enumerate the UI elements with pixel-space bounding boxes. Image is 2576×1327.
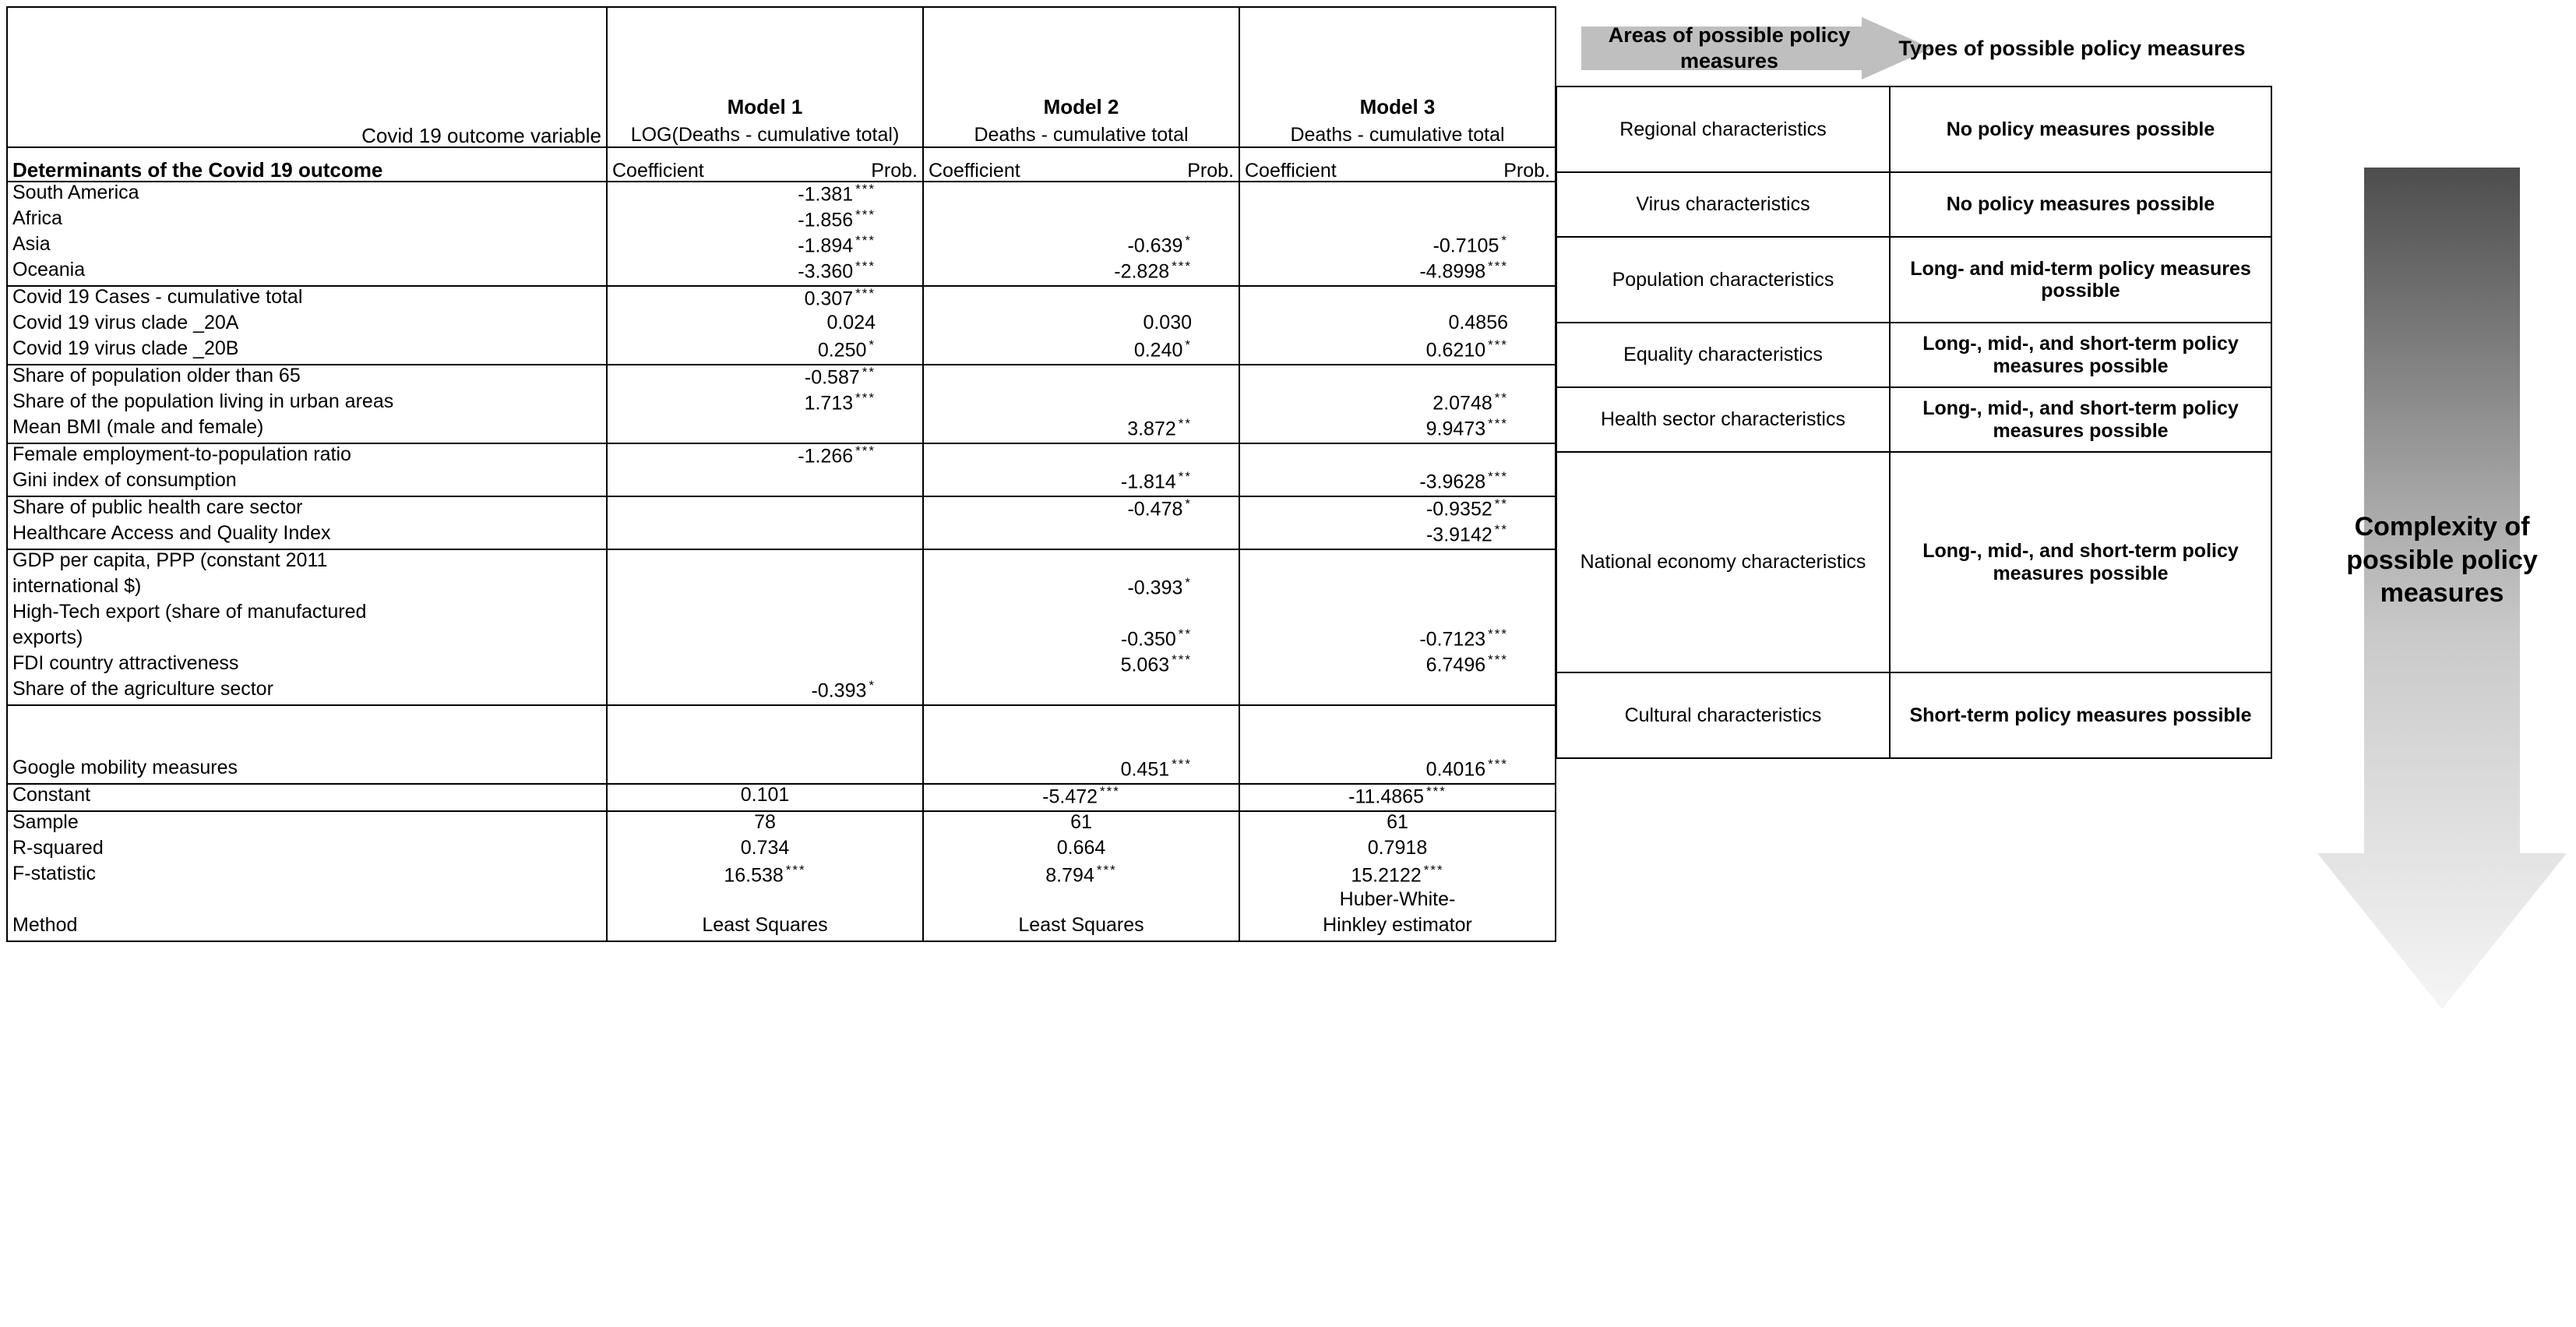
policy-row: [1556, 452, 2271, 672]
model-2-desc: Deaths - cumulative total: [974, 124, 1189, 146]
model-1-name: Model 1: [727, 95, 803, 119]
statistic-label: F-statistic: [12, 863, 96, 884]
policy-mapping-table: [1556, 86, 2272, 759]
model-1-values-cell: [607, 705, 923, 784]
table-subheader-row: [7, 147, 1556, 182]
constant-model-2-value: -5.472 ***: [923, 784, 1239, 811]
determinant-name: Covid 19 Cases - cumulative total: [12, 287, 303, 308]
model-3-name: Model 3: [1359, 95, 1436, 119]
model-1-values-cell: -0.393 *: [607, 549, 923, 705]
policy-type-cell: No policy measures possible: [1890, 172, 2271, 237]
determinant-names-cell: [7, 443, 607, 496]
determinant-name: exports): [12, 627, 83, 648]
complexity-arrow: [2317, 168, 2567, 1009]
model-1-header: [607, 7, 923, 147]
determinant-name: Asia: [12, 234, 51, 255]
model-2-values-cell: 0.030 0.240 *: [923, 286, 1239, 365]
determinant-name: Mean BMI (male and female): [12, 417, 264, 438]
table-row: [7, 365, 1556, 443]
model-2-values-cell: 0.451 ***: [923, 705, 1239, 784]
policy-row: [1556, 172, 2271, 237]
outcome-variable-label: Covid 19 outcome variable: [7, 7, 607, 147]
model-2-values-cell: -1.814 **: [923, 443, 1239, 496]
policy-area-cell: Equality characteristics: [1556, 323, 1890, 387]
areas-arrow-label: Areas of possible policy measures: [1608, 23, 1851, 72]
table-row: [7, 182, 1556, 286]
model-2-subheader: [923, 147, 1239, 182]
model-3-values-cell: 0.4856 0.6210 ***: [1239, 286, 1556, 365]
constant-label: Constant: [7, 784, 607, 811]
policy-area-cell: National economy characteristics: [1556, 452, 1890, 672]
determinant-name: Covid 19 virus clade _20B: [12, 338, 239, 359]
determinant-name: Covid 19 virus clade _20A: [12, 312, 239, 334]
model-2-name: Model 2: [1043, 95, 1119, 119]
constant-model-1-value: 0.101: [607, 784, 923, 811]
regression-table: [6, 6, 1556, 942]
model-3-coefficient-label: Coefficient: [1245, 160, 1337, 182]
table-row: [7, 443, 1556, 496]
model-1-values-cell: -1.381 *** -1.856 *** -1.894 *** -3.360 ***: [607, 182, 923, 286]
table-row: [7, 549, 1556, 705]
model-3-values-cell: 0.4016 ***: [1239, 705, 1556, 784]
model-2-prob-label: Prob.: [1187, 160, 1234, 182]
model-2-values-cell: 3.872 **: [923, 365, 1239, 443]
determinant-name: Share of population older than 65: [12, 365, 301, 386]
model-1-prob-label: Prob.: [871, 160, 918, 182]
determinant-names-cell: [7, 182, 607, 286]
statistic-label: [12, 889, 601, 915]
determinant-name: [12, 706, 601, 732]
policy-row: [1556, 237, 2271, 323]
determinant-name: Africa: [12, 208, 62, 229]
model-2-values-cell: -0.639 * -2.828 ***: [923, 182, 1239, 286]
statistic-label: Sample: [12, 811, 79, 833]
determinant-names-cell: [7, 365, 607, 443]
areas-arrow: [1581, 17, 1932, 79]
determinant-names-cell: [7, 286, 607, 365]
determinant-name: GDP per capita, PPP (constant 2011: [12, 550, 328, 571]
model-3-values-cell: -0.7105 * -4.8998 ***: [1239, 182, 1556, 286]
policy-area-cell: Health sector characteristics: [1556, 387, 1890, 452]
table-row: [7, 286, 1556, 365]
determinant-name: Share of the agriculture sector: [12, 679, 273, 700]
determinant-name: Google mobility measures: [12, 757, 238, 778]
model-2-header: [923, 7, 1239, 147]
policy-area-cell: Virus characteristics: [1556, 172, 1890, 237]
policy-row: [1556, 387, 2271, 452]
model-3-header: [1239, 7, 1556, 147]
statistics-model-3-cell: 61 0.7918 15.2122 *** Huber-White- Hinkley estimator: [1239, 811, 1556, 941]
policy-row: [1556, 672, 2271, 758]
policy-area-cell: Regional characteristics: [1556, 86, 1890, 172]
constant-row: [7, 784, 1556, 811]
model-3-prob-label: Prob.: [1503, 160, 1550, 182]
policy-type-cell: Long-, mid-, and short-term policy measures possible: [1890, 323, 2271, 387]
model-3-subheader: [1239, 147, 1556, 182]
determinant-name: Healthcare Access and Quality Index: [12, 523, 331, 544]
model-1-values-cell: -0.587 ** 1.713 ***: [607, 365, 923, 443]
determinant-name: FDI country attractiveness: [12, 653, 239, 674]
policy-type-cell: No policy measures possible: [1890, 86, 2271, 172]
table-header-row: [7, 7, 1556, 147]
determinant-names-cell: [7, 496, 607, 549]
policy-mapping-body: [1556, 86, 2271, 758]
complexity-arrow-label: Complexity of possible policy measures: [2346, 512, 2538, 608]
determinant-name: Share of the population living in urban areas: [12, 391, 394, 412]
determinant-name: Female employment-to-population ratio: [12, 444, 351, 465]
table-row: [7, 705, 1556, 784]
model-1-coefficient-label: Coefficient: [612, 160, 704, 182]
determinants-label: Determinants of the Covid 19 outcome: [7, 147, 607, 182]
determinant-name: Oceania: [12, 259, 86, 281]
determinant-name: High-Tech export (share of manufactured: [12, 602, 367, 623]
statistic-label: R-squared: [12, 837, 104, 859]
statistic-label: Method: [12, 914, 78, 936]
policy-type-cell: Long-, mid-, and short-term policy measures possible: [1890, 387, 2271, 452]
policy-area-cell: Population characteristics: [1556, 237, 1890, 323]
determinant-name: international $): [12, 576, 142, 597]
regression-table-body: [7, 7, 1556, 941]
constant-model-3-value: -11.4865 ***: [1239, 784, 1556, 811]
determinant-name: Gini index of consumption: [12, 470, 237, 491]
model-3-values-cell: -0.7123 *** 6.7496 ***: [1239, 549, 1556, 705]
statistics-row: [7, 811, 1556, 941]
model-2-values-cell: -0.478 *: [923, 496, 1239, 549]
policy-type-cell: Long- and mid-term policy measures possible: [1890, 237, 2271, 323]
policy-type-cell: Short-term policy measures possible: [1890, 672, 2271, 758]
determinant-name: Share of public health care sector: [12, 497, 303, 518]
determinant-names-cell: [7, 549, 607, 705]
model-3-values-cell: -3.9628 ***: [1239, 443, 1556, 496]
policy-area-cell: Cultural characteristics: [1556, 672, 1890, 758]
model-3-values-cell: -0.9352 ** -3.9142 **: [1239, 496, 1556, 549]
statistics-model-1-cell: 78 0.734 16.538 *** Least Squares: [607, 811, 923, 941]
model-1-values-cell: -1.266 ***: [607, 443, 923, 496]
model-3-values-cell: 2.0748 ** 9.9473 ***: [1239, 365, 1556, 443]
policy-type-cell: Long-, mid-, and short-term policy measures possible: [1890, 452, 2271, 672]
policy-row: [1556, 323, 2271, 387]
determinant-names-cell: [7, 705, 607, 784]
model-3-desc: Deaths - cumulative total: [1290, 124, 1505, 146]
determinant-name: South America: [12, 182, 139, 203]
statistics-model-2-cell: 61 0.664 8.794 *** Least Squares: [923, 811, 1239, 941]
model-1-desc: LOG(Deaths - cumulative total): [630, 124, 900, 146]
model-1-subheader: [607, 147, 923, 182]
policy-row: [1556, 86, 2271, 172]
model-1-values-cell: 0.307 *** 0.024 0.250 *: [607, 286, 923, 365]
model-2-values-cell: -0.393 * -0.350 ** 5.063 ***: [923, 549, 1239, 705]
determinant-name: [12, 732, 601, 757]
types-title: Types of possible policy measures: [1898, 36, 2246, 60]
table-row: [7, 496, 1556, 549]
model-1-values-cell: [607, 496, 923, 549]
statistics-labels-cell: [7, 811, 607, 941]
model-2-coefficient-label: Coefficient: [929, 160, 1020, 182]
